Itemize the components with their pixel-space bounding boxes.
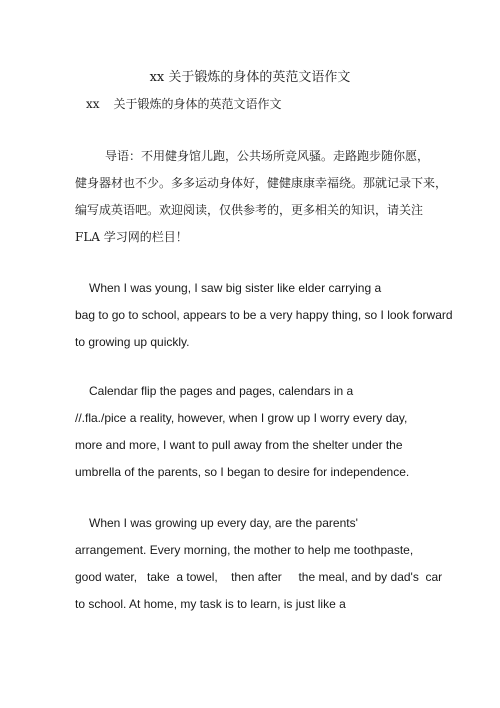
paragraph3-line-4: to school. At home, my task is to learn, is just like a bbox=[75, 597, 346, 611]
paragraph1-line-2: bag to go to school, appears to be a very happy thing, so I look forward bbox=[75, 308, 453, 322]
paragraph3-line-2: arrangement. Every morning, the mother to help me toothpaste, bbox=[75, 543, 414, 557]
document-title: xx 关于锻炼的身体的英范文语作文 bbox=[149, 70, 351, 85]
document-subtitle bbox=[86, 95, 282, 112]
intro-line-3: 编写成英语吧。欢迎阅读，仅供参考的，更多相关的知识，请关注 bbox=[75, 203, 424, 217]
paragraph2-line-1: Calendar flip the pages and pages, calendars in a bbox=[89, 384, 354, 398]
intro-line-4: FLA 学习网的栏目！ bbox=[75, 230, 188, 244]
subtitle-prefix: xx bbox=[86, 97, 100, 111]
paragraph2-line-2: //.fla./pice a reality, however, when I grow up I worry every day, bbox=[75, 411, 408, 425]
paragraph3-line-1: When I was growing up every day, are the parents' bbox=[89, 516, 358, 530]
paragraph2-line-4: umbrella of the parents, so I began to desire for independence. bbox=[75, 465, 410, 479]
intro-line-1: 导语：不用健身馆儿跑，公共场所竞风骚。走路跑步随你愿， bbox=[105, 149, 430, 163]
subtitle-text: 关于锻炼的身体的英范文语作文 bbox=[113, 97, 282, 111]
paragraph1-line-1: When I was young, I saw big sister like elder carrying a bbox=[89, 281, 382, 295]
paragraph1-line-3: to growing up quickly. bbox=[75, 335, 190, 349]
paragraph3-line-3: good water, take a towel, then after the meal, and by dad's car bbox=[75, 570, 443, 584]
paragraph2-line-3: more and more, I want to pull away from the shelter under the bbox=[75, 438, 403, 452]
intro-line-2: 健身器材也不少。多多运动身体好，健健康康幸福绕。那就记录下来， bbox=[75, 176, 448, 190]
